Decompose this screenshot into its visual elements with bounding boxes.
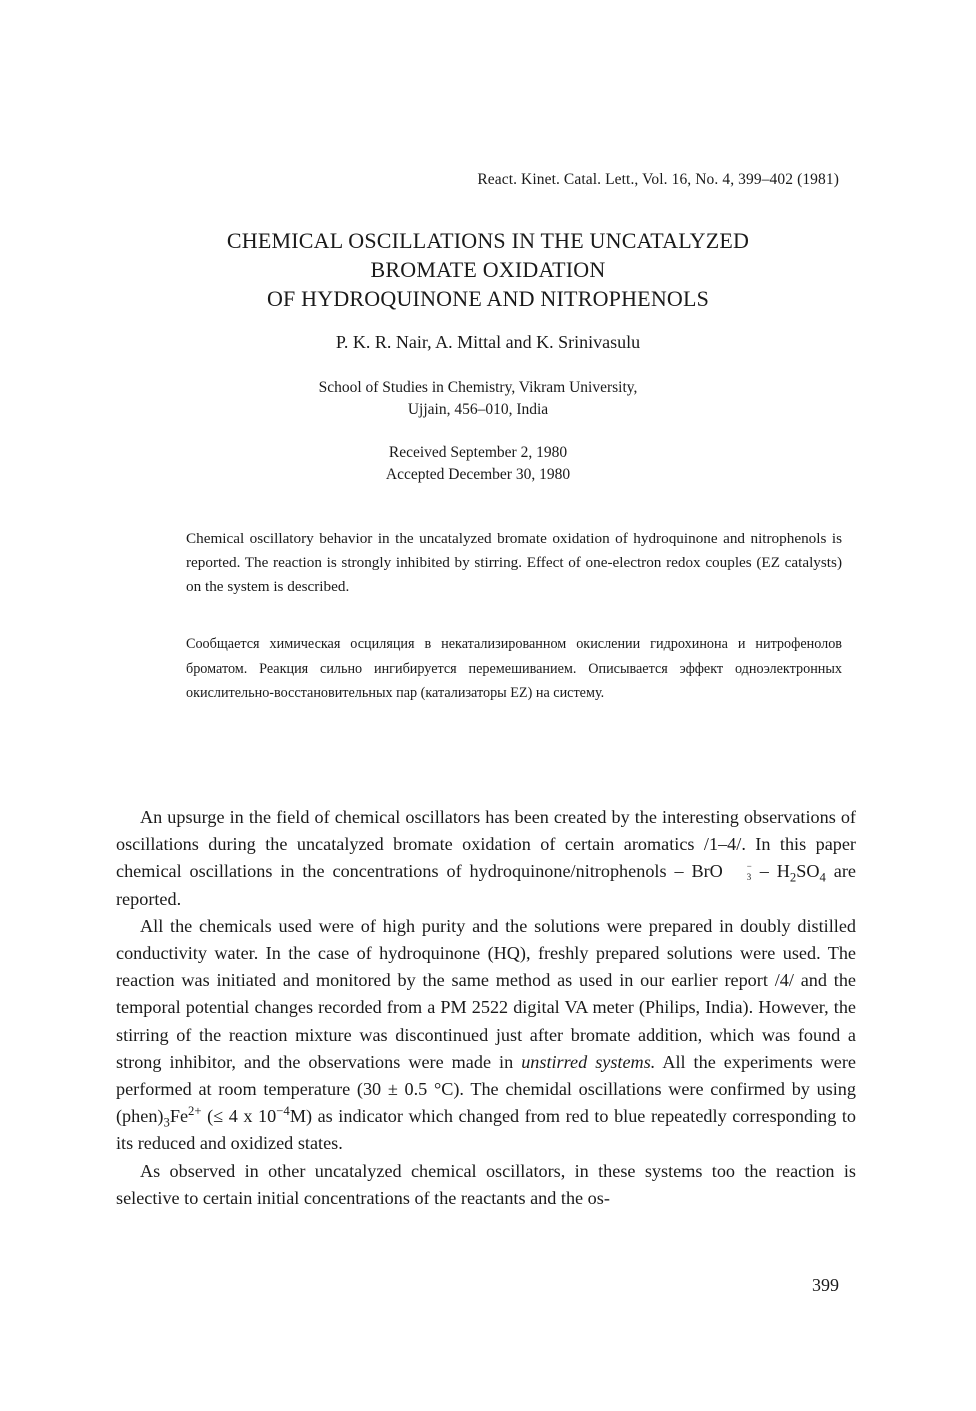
p2-subscript-3: 3 bbox=[163, 1115, 170, 1130]
paragraph-1 bbox=[116, 804, 856, 913]
p2-superscript-charge: 2+ bbox=[188, 1104, 202, 1119]
p1-subscript-4: 4 bbox=[819, 871, 826, 886]
affiliation bbox=[0, 377, 956, 421]
paragraph-3: As observed in other uncatalyzed chemical oscillators, in these systems too the reaction is selective to certain initial concentrations of the reactants and the os- bbox=[116, 1160, 856, 1208]
submission-dates bbox=[0, 442, 956, 486]
p1-text-a: An upsurge in the field of chemical oscillators has been created by the interesting observations of oscillations during the uncatalyzed bromate oxidation of certain aromatics /1–4/. In this paper chemical oscillations in the concentrations of hydroquinone/nitrophenols – BrO bbox=[116, 807, 856, 882]
title-line-1: CHEMICAL OSCILLATIONS IN THE UNCATALYZED bbox=[226, 228, 750, 253]
received-date: Received September 2, 1980 bbox=[388, 444, 568, 461]
body-text bbox=[116, 804, 856, 1212]
p2-text-c: Fe bbox=[169, 1106, 189, 1127]
p2-text-d: (≤ 4 x 10 bbox=[201, 1106, 277, 1127]
paragraph-2 bbox=[116, 913, 856, 1158]
journal-reference: React. Kinet. Catal. Lett., Vol. 16, No. 4, 399–402 (1981) bbox=[477, 171, 839, 188]
p2-text-a: All the chemicals used were of high purity and the solutions were prepared in doubly distilled conductivity water. In the case of hydroquinone (HQ), freshly prepared solutions were used. The reaction was initiated and monitored by the same method as used in our earlier report /4/ and the temporal potential changes recorded from a PM 2522 digital VA meter (Philips, India). However, the stirring of the reaction mixture was discontinued just after bromate addition, which was found a strong inhibitor, and the observations were made in bbox=[116, 915, 856, 1072]
abstract-english: Chemical oscillatory behavior in the uncatalyzed bromate oxidation of hydroquinone and nitrophenols is reported. The reaction is strongly inhibited by stirring. Effect of one-electron redox couples (EZ catalysts) on the system is described. bbox=[186, 530, 842, 595]
p2-emphasis: unstirred systems. bbox=[521, 1051, 656, 1072]
p2-text-b: All the experiments were performed at room temperature (30 ± 0.5 °C). The chemidal oscillations were confirmed by using (phen) bbox=[116, 1051, 856, 1127]
p1-text-c: SO bbox=[796, 861, 820, 882]
p1-text-d: are reported. bbox=[116, 861, 857, 909]
affiliation-line-1: School of Studies in Chemistry, Vikram University, bbox=[318, 379, 638, 396]
affiliation-line-2: Ujjain, 456–010, India bbox=[407, 401, 549, 418]
paper-title bbox=[0, 226, 976, 313]
accepted-date: Accepted December 30, 1980 bbox=[385, 466, 571, 483]
p2-text-e: M) as indicator which changed from red to blue repeatedly corresponding to its reduced and oxidized states. bbox=[116, 1106, 856, 1154]
p1-text-b: – H bbox=[751, 861, 790, 882]
p2-superscript-exponent: −4 bbox=[276, 1104, 290, 1119]
p1-subscript-3: 3 bbox=[746, 872, 752, 883]
title-line-3: OF HYDROQUINONE AND NITROPHENOLS bbox=[266, 286, 710, 311]
title-line-2: BROMATE OXIDATION bbox=[370, 257, 606, 282]
page-number: 399 bbox=[812, 1275, 839, 1295]
authors: P. K. R. Nair, A. Mittal and K. Srinivasulu bbox=[335, 332, 641, 352]
p1-subscript-2: 2 bbox=[789, 871, 797, 886]
p1-charge: − bbox=[746, 861, 752, 872]
abstract-russian: Сообщается химическая осциляция в некатализированном окислении гидрохинона и нитрофенолов броматом. Реакция сильно ингибируется перемешиванием. Описывается эффект одноэлектронных окислительно-восстановительных пар (катализаторы EZ) на систему. bbox=[186, 636, 842, 701]
